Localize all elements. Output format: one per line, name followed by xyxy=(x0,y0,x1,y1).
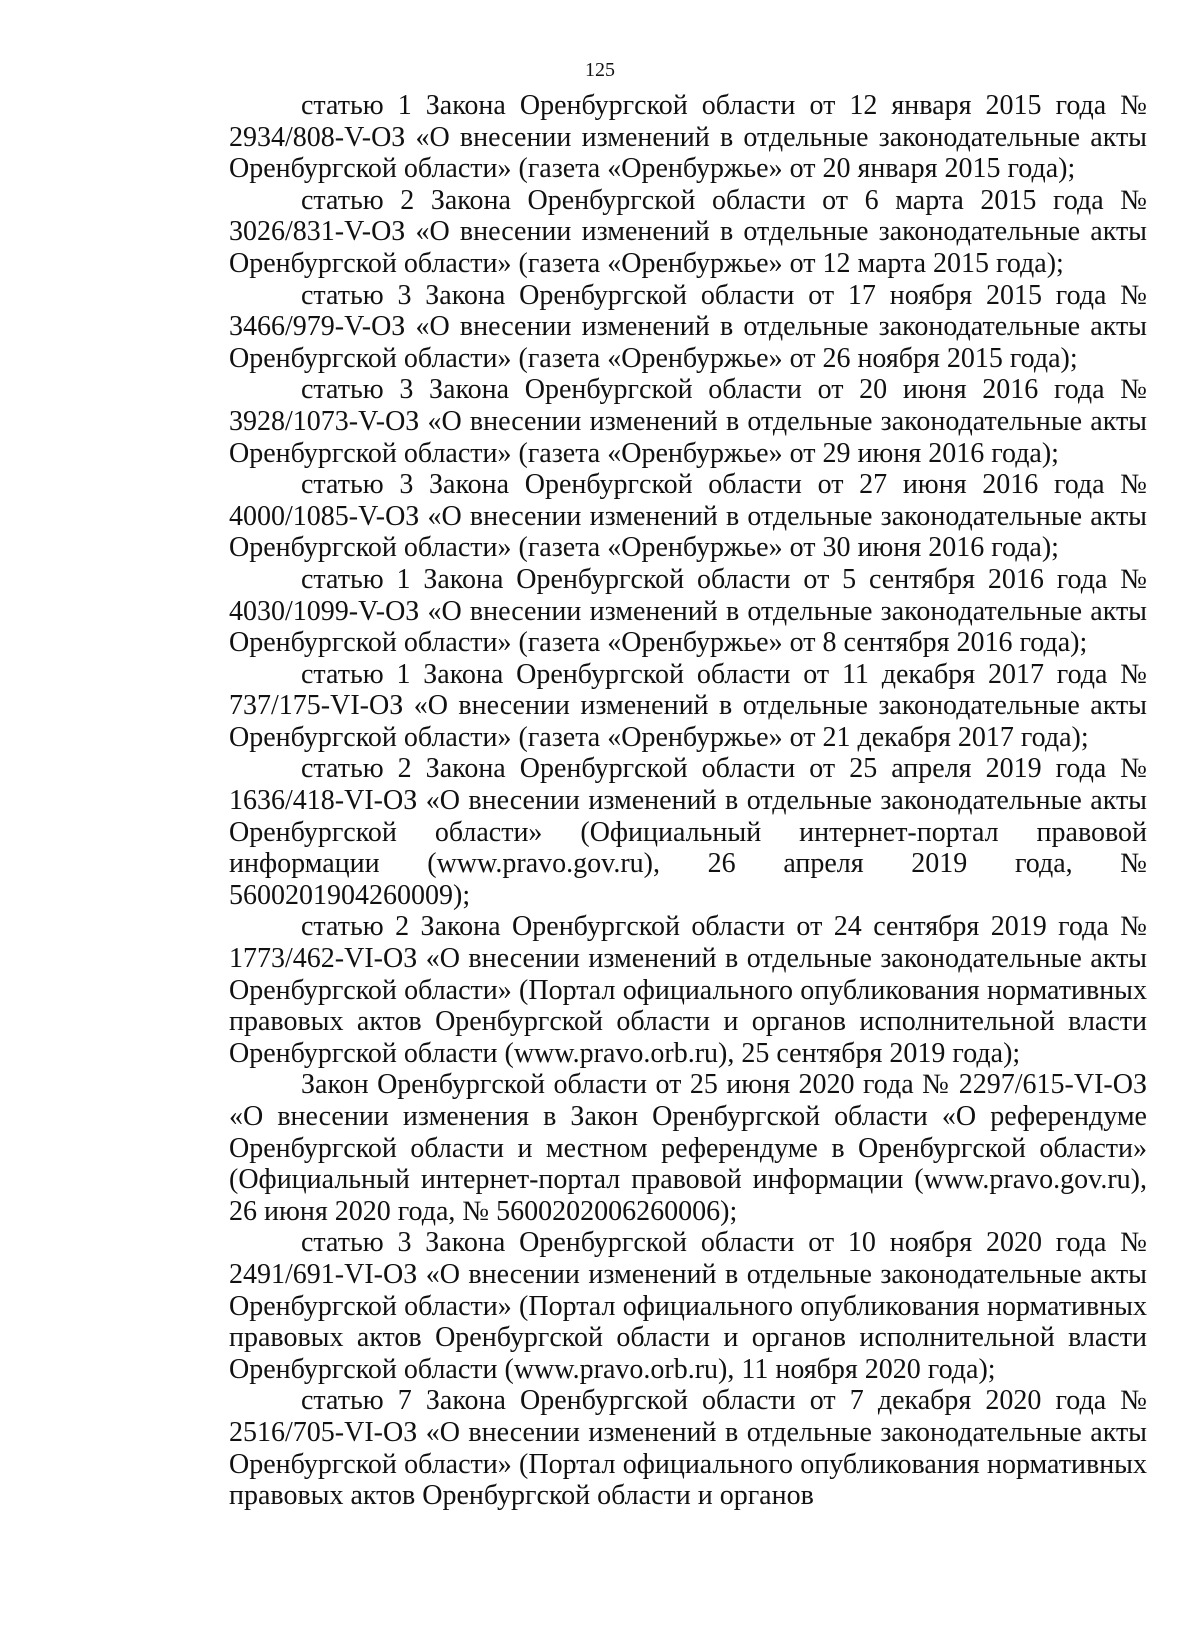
paragraph: статью 1 Закона Оренбургской области от 5 сентября 2016 года № 4030/1099-V-ОЗ «О внесении изменений в отдельные законодательные акты Оренбургской области» (газета «Оренбуржье» от 8 сентября 2016 года); xyxy=(229,563,1147,659)
paragraph: статью 3 Закона Оренбургской области от 10 ноября 2020 года № 2491/691-VI-ОЗ «О внесении изменений в отдельные законодательные акты Оренбургской области» (Портал официального опубликования нормативных правовых актов Оренбургской области и органов исполнительной власти Оренбургской области (www.pravo.orb.ru), 11 ноября 2020 года); xyxy=(229,1227,1147,1385)
paragraph: Закон Оренбургской области от 25 июня 2020 года № 2297/615-VI-ОЗ «О внесении изменения в Закон Оренбургской области «О референдуме Оренбургской области и местном референдуме в Оренбургской области» (Официальный интернет-портал правовой информации (www.pravo.gov.ru), 26 июня 2020 года, № 5600202006260006); xyxy=(229,1069,1147,1227)
paragraph: статью 2 Закона Оренбургской области от 24 сентября 2019 года № 1773/462-VI-ОЗ «О внесении изменений в отдельные законодательные акты Оренбургской области» (Портал официального опубликования нормативных правовых актов Оренбургской области и органов исполнительной власти Оренбургской области (www.pravo.orb.ru), 25 сентября 2019 года); xyxy=(229,911,1147,1069)
page-number: 125 xyxy=(585,59,615,81)
paragraph: статью 1 Закона Оренбургской области от 12 января 2015 года № 2934/808-V-ОЗ «О внесении изменений в отдельные законодательные акты Оренбургской области» (газета «Оренбуржье» от 20 января 2015 года); xyxy=(229,90,1147,185)
paragraph: статью 3 Закона Оренбургской области от 20 июня 2016 года № 3928/1073-V-ОЗ «О внесении изменений в отдельные законодательные акты Оренбургской области» (газета «Оренбуржье» от 29 июня 2016 года); xyxy=(229,374,1147,469)
paragraph: статью 2 Закона Оренбургской области от 25 апреля 2019 года № 1636/418-VI-ОЗ «О внесении изменений в отдельные законодательные акты Оренбургской области» (Официальный интернет-портал правовой информации (www.pravo.gov.ru), 26 апреля 2019 года, № 5600201904260009); xyxy=(229,753,1147,911)
paragraph: статью 2 Закона Оренбургской области от 6 марта 2015 года № 3026/831-V-ОЗ «О внесении изменений в отдельные законодательные акты Оренбургской области» (газета «Оренбуржье» от 12 марта 2015 года); xyxy=(229,184,1147,279)
document-body xyxy=(229,90,1147,1512)
paragraph: статью 1 Закона Оренбургской области от 11 декабря 2017 года № 737/175-VI-ОЗ «О внесении изменений в отдельные законодательные акты Оренбургской области» (газета «Оренбуржье» от 21 декабря 2017 года); xyxy=(229,658,1147,753)
paragraph: статью 3 Закона Оренбургской области от 17 ноября 2015 года № 3466/979-V-ОЗ «О внесении изменений в отдельные законодательные акты Оренбургской области» (газета «Оренбуржье» от 26 ноября 2015 года); xyxy=(229,279,1147,374)
paragraph: статью 7 Закона Оренбургской области от 7 декабря 2020 года № 2516/705-VI-ОЗ «О внесении изменений в отдельные законодательные акты Оренбургской области» (Портал официального опубликования нормативных правовых актов Оренбургской области и органов xyxy=(229,1385,1147,1512)
paragraph: статью 3 Закона Оренбургской области от 27 июня 2016 года № 4000/1085-V-ОЗ «О внесении изменений в отдельные законодательные акты Оренбургской области» (газета «Оренбуржье» от 30 июня 2016 года); xyxy=(229,469,1147,564)
